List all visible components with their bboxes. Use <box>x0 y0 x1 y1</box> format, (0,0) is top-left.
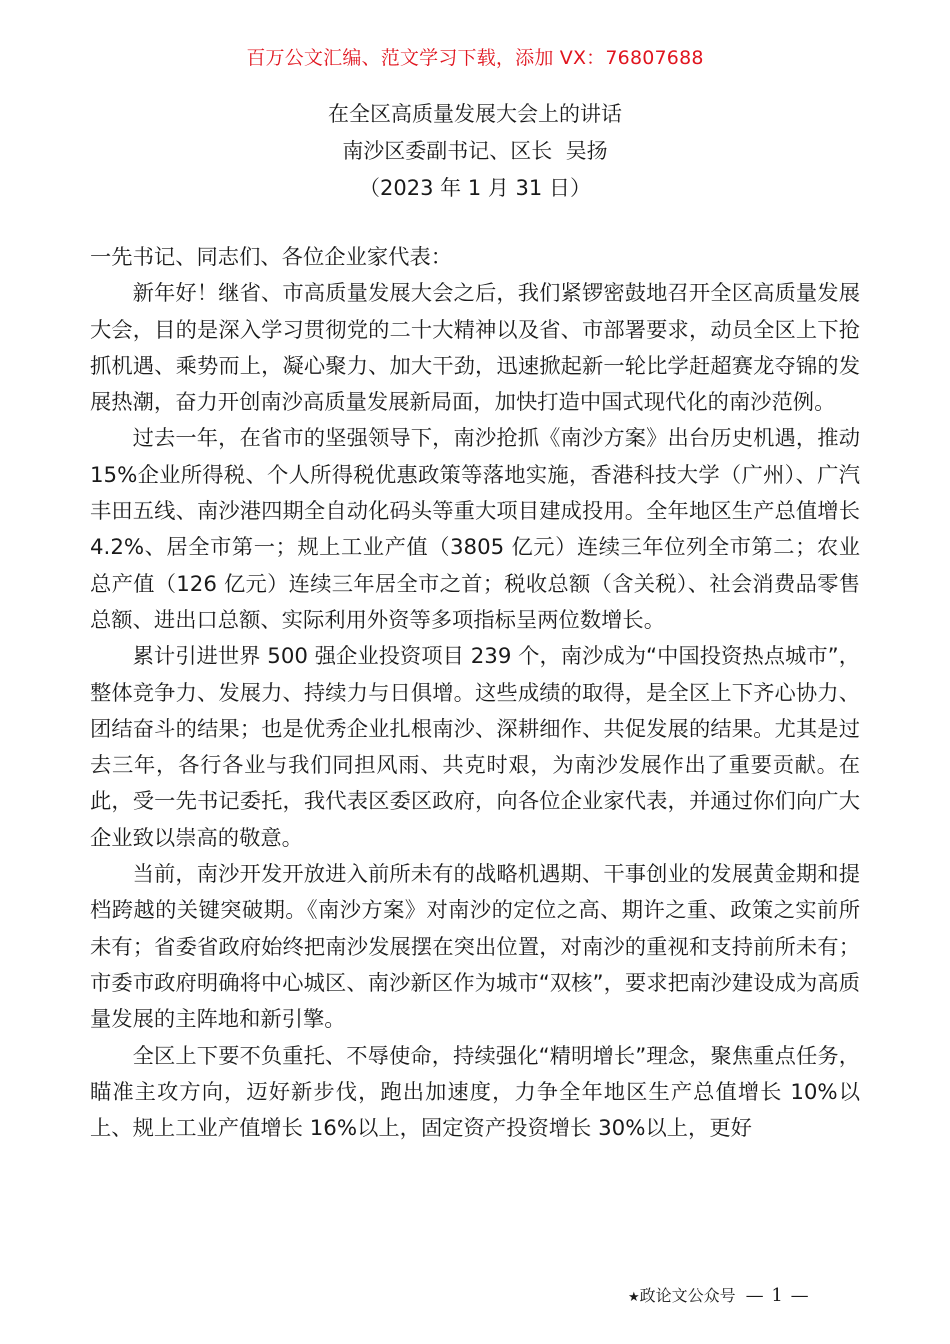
speech-body <box>90 240 860 1147</box>
footer-source: 政论文公众号 <box>639 1286 736 1305</box>
page-footer <box>628 1284 810 1310</box>
paragraph-current-situation: 当前，南沙开发开放进入前所未有的战略机遇期、干事创业的发展黄金期和提档跨越的关键突破期。《南沙方案》对南沙的定位之高、期许之重、政策之实前所未有；省委省政府始终把南沙发展摆在突出位置，对南沙的重视和支持前所未有；市委市政府明确将中心城区、南沙新区作为城市“双核”，要求把南沙建设成为高质量发展的主阵地和新引擎。 <box>90 862 860 1033</box>
paragraph-achievements: 累计引进世界 500 强企业投资项目 239 个，南沙成为“中国投资热点城市”，整体竞争力、发展力、持续力与日俱增。这些成绩的取得，是全区上下齐心协力、团结奋斗的结果；也是优秀企业扎根南沙、深耕细作、共促发展的结果。尤其是过去三年，各行各业与我们同担风雨、共克时艰，为南沙发展作出了重要贡献。在此，受一先书记委托，我代表区委区政府，向各位企业家代表，并通过你们向广大企业致以崇高的敬意。 <box>90 644 860 851</box>
document-title: 在全区高质量发展大会上的讲话 <box>328 102 622 126</box>
page-number: — 1 — <box>745 1285 810 1306</box>
salutation: 一先书记、同志们、各位企业家代表： <box>90 245 453 270</box>
paragraph-targets: 全区上下要不负重托、不辱使命，持续强化“精明增长”理念，聚焦重点任务，瞄准主攻方向，迈好新步伐，跑出加速度，力争全年地区生产总值增长 10%以上、规上工业产值增长 16%以上，固定资产投资增长 30%以上，更好 <box>90 1043 860 1142</box>
paragraph-greeting: 新年好！继省、市高质量发展大会之后，我们紧锣密鼓地召开全区高质量发展大会，目的是深入学习贯彻党的二十大精神以及省、市部署要求，动员全区上下抢抓机遇、乘势而上，凝心聚力、加大干劲，迅速掀起新一轮比学赶超赛龙夺锦的发展热潮，奋力开创南沙高质量发展新局面，加快打造中国式现代化的南沙范例。 <box>90 281 860 416</box>
title-block <box>0 96 950 207</box>
date-line: （2023 年 1 月 31 日） <box>359 176 591 200</box>
paragraph-past-year: 过去一年，在省市的坚强领导下，南沙抢抓《南沙方案》出台历史机遇，推动 15%企业所得税、个人所得税优惠政策等落地实施，香港科技大学（广州）、广汽丰田五线、南沙港四期全自动化码头等重大项目建成投用。全年地区生产总值增长 4.2%、居全市第一；规上工业产值（3805 亿元）连续三年位列全市第二；农业总产值（126 亿元）连续三年居全市之首；税收总额（含关税）、社会消费品零售总额、进出口总额、实际利用外资等多项指标呈两位数增长。 <box>90 426 860 633</box>
header-banner: 百万公文汇编、范文学习下载，添加 VX：76807688 <box>246 47 704 69</box>
star-icon: ★ <box>628 1290 640 1305</box>
author-line: 南沙区委副书记、区长 吴扬 <box>342 139 608 163</box>
